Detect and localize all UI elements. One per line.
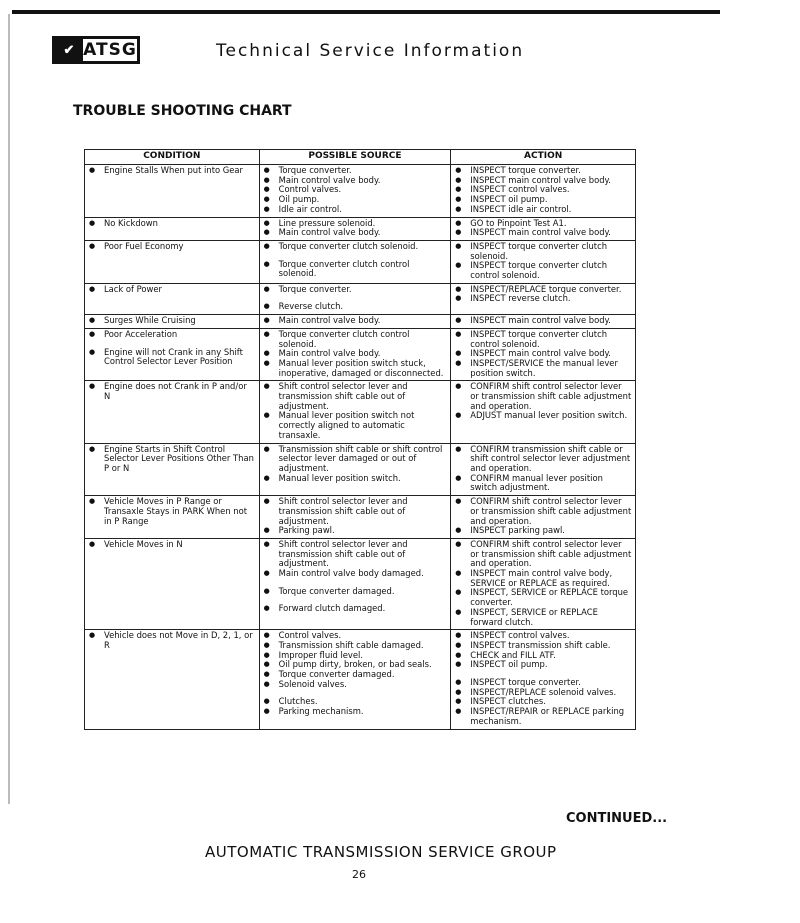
action-cell — [451, 496, 636, 539]
condition-cell — [85, 443, 260, 496]
possible-source-cell — [259, 217, 451, 240]
action-cell — [451, 381, 636, 443]
possible-source-cell — [259, 240, 451, 283]
footer-org-name: AUTOMATIC TRANSMISSION SERVICE GROUP — [205, 843, 557, 861]
bullet-item: ● Parking mechanism. — [263, 707, 448, 717]
bullet-item: ● Shift control selector lever and transmission shift cable out of adjustment. — [263, 382, 448, 411]
condition-cell — [85, 217, 260, 240]
bullet-item: ● INSPECT main control valve body. — [454, 228, 632, 238]
left-rule — [8, 14, 10, 804]
bullet-item: ● Transmission shift cable damaged. — [263, 641, 448, 651]
bullet-item: ● CONFIRM shift control selector lever or transmission shift cable adjustment and operation. — [454, 382, 632, 411]
condition-cell — [85, 496, 260, 539]
bullet-item: ● Shift control selector lever and transmission shift cable out of adjustment. — [263, 497, 448, 526]
bullet-item: ● Idle air control. — [263, 205, 448, 215]
bullet-item: ● Engine does not Crank in P and/or N — [88, 382, 256, 401]
bullet-item: ● Control valves. — [263, 631, 448, 641]
bullet-item: ● INSPECT parking pawl. — [454, 526, 632, 536]
bullet-item: ● INSPECT control valves. — [454, 185, 632, 195]
bullet-item: ● Torque converter. — [263, 166, 448, 176]
bullet-item: ● Vehicle Moves in N — [88, 540, 256, 550]
bullet-item: ● INSPECT, SERVICE or REPLACE forward clutch. — [454, 608, 632, 627]
possible-source-cell — [259, 283, 451, 314]
bullet-item: ● Transmission shift cable or shift control selector lever damaged or out of adjustment. — [263, 445, 448, 474]
bullet-item: ● Torque converter clutch control solenoid. — [263, 260, 448, 279]
bullet-item: ● INSPECT torque converter clutch solenoid. — [454, 242, 632, 261]
condition-cell — [85, 283, 260, 314]
action-cell — [451, 165, 636, 218]
bullet-item: ● INSPECT oil pump. — [454, 660, 632, 670]
column-header-condition: CONDITION — [85, 150, 260, 165]
action-cell — [451, 283, 636, 314]
possible-source-cell — [259, 496, 451, 539]
action-cell — [451, 630, 636, 729]
bullet-item: ● Lack of Power — [88, 285, 256, 295]
bullet-item: ● Vehicle Moves in P Range or Transaxle Stays in PARK When not in P Range — [88, 497, 256, 526]
bullet-item: ● INSPECT torque converter. — [454, 166, 632, 176]
bullet-item: ● Forward clutch damaged. — [263, 604, 448, 614]
possible-source-cell — [259, 630, 451, 729]
trouble-shooting-table — [84, 149, 636, 730]
bullet-item: ● Engine will not Crank in any Shift Control Selector Lever Position — [88, 348, 256, 367]
bullet-item: ● Torque converter. — [263, 285, 448, 295]
table-row — [85, 283, 636, 314]
table-row — [85, 165, 636, 218]
table-row — [85, 443, 636, 496]
bullet-item: ● Solenoid valves. — [263, 680, 448, 690]
top-rule — [12, 10, 720, 14]
bullet-item: ● Main control valve body. — [263, 228, 448, 238]
bullet-item: ● Parking pawl. — [263, 526, 448, 536]
bullet-item: ● Improper fluid level. — [263, 651, 448, 661]
continued-label: CONTINUED... — [566, 811, 668, 826]
bullet-item: ● Oil pump. — [263, 195, 448, 205]
bullet-item: ● Main control valve body damaged. — [263, 569, 448, 579]
bullet-item: ● Line pressure solenoid. — [263, 219, 448, 229]
bullet-item: ● Oil pump dirty, broken, or bad seals. — [263, 660, 448, 670]
bullet-item: ● ADJUST manual lever position switch. — [454, 411, 632, 421]
atsg-logo — [52, 36, 140, 64]
table-row — [85, 381, 636, 443]
bullet-item: ● INSPECT control valves. — [454, 631, 632, 641]
bullet-item: ● CHECK and FILL ATF. — [454, 651, 632, 661]
bullet-item: ● Manual lever position switch not correctly aligned to automatic transaxle. — [263, 411, 448, 440]
bullet-item: ● Main control valve body. — [263, 349, 448, 359]
bullet-item: ● INSPECT transmission shift cable. — [454, 641, 632, 651]
possible-source-cell — [259, 165, 451, 218]
action-cell — [451, 443, 636, 496]
bullet-item: ● Engine Stalls When put into Gear — [88, 166, 256, 176]
action-cell — [451, 328, 636, 381]
bullet-item: ● INSPECT main control valve body, SERVICE or REPLACE as required. — [454, 569, 632, 588]
bullet-item: ● Manual lever position switch. — [263, 474, 448, 484]
table-row — [85, 217, 636, 240]
bullet-item: ● Torque converter damaged. — [263, 670, 448, 680]
bullet-item: ● INSPECT torque converter clutch control solenoid. — [454, 330, 632, 349]
possible-source-cell — [259, 381, 451, 443]
bullet-item: ● Poor Acceleration — [88, 330, 256, 340]
bullet-item: ● Engine Starts in Shift Control Selector Lever Positions Other Than P or N — [88, 445, 256, 474]
bullet-item: ● INSPECT/REPLACE torque converter. — [454, 285, 632, 295]
bullet-item: ● INSPECT main control valve body. — [454, 176, 632, 186]
bullet-item: ● Main control valve body. — [263, 176, 448, 186]
condition-cell — [85, 538, 260, 629]
bullet-item: ● INSPECT, SERVICE or REPLACE torque converter. — [454, 588, 632, 607]
bullet-item: ● CONFIRM shift control selector lever or transmission shift cable adjustment and operation. — [454, 497, 632, 526]
bullet-item: ● CONFIRM manual lever position switch adjustment. — [454, 474, 632, 493]
bullet-item: ● INSPECT reverse clutch. — [454, 294, 632, 304]
table-row — [85, 240, 636, 283]
bullet-item: ● No Kickdown — [88, 219, 256, 229]
bullet-item: ● Reverse clutch. — [263, 302, 448, 312]
action-cell — [451, 538, 636, 629]
bullet-item: ● Torque converter clutch control solenoid. — [263, 330, 448, 349]
bullet-item: ● INSPECT oil pump. — [454, 195, 632, 205]
page-number: 26 — [352, 868, 366, 881]
bullet-item: ● Poor Fuel Economy — [88, 242, 256, 252]
page-header-title: Technical Service Information — [216, 41, 525, 61]
bullet-item: ● Shift control selector lever and transmission shift cable out of adjustment. — [263, 540, 448, 569]
column-header-action: ACTION — [451, 150, 636, 165]
bullet-item: ● INSPECT main control valve body. — [454, 349, 632, 359]
table-row — [85, 538, 636, 629]
bullet-item: ● INSPECT torque converter clutch control solenoid. — [454, 261, 632, 280]
possible-source-cell — [259, 443, 451, 496]
bullet-item: ● GO to Pinpoint Test A1. — [454, 219, 632, 229]
condition-cell — [85, 630, 260, 729]
possible-source-cell — [259, 328, 451, 381]
bullet-item: ● INSPECT clutches. — [454, 697, 632, 707]
table-row — [85, 496, 636, 539]
bullet-item: ● INSPECT/REPLACE solenoid valves. — [454, 688, 632, 698]
action-cell — [451, 315, 636, 329]
condition-cell — [85, 328, 260, 381]
bullet-item: ● INSPECT idle air control. — [454, 205, 632, 215]
bullet-item: ● INSPECT torque converter. — [454, 678, 632, 688]
bullet-item: ● CONFIRM shift control selector lever or transmission shift cable adjustment and operation. — [454, 540, 632, 569]
bullet-item: ● Clutches. — [263, 697, 448, 707]
table-row — [85, 630, 636, 729]
possible-source-cell — [259, 538, 451, 629]
possible-source-cell — [259, 315, 451, 329]
bullet-item: ● INSPECT/SERVICE the manual lever position switch. — [454, 359, 632, 378]
bullet-item: ● Torque converter clutch solenoid. — [263, 242, 448, 252]
bullet-item: ● INSPECT main control valve body. — [454, 316, 632, 326]
action-cell — [451, 240, 636, 283]
chart-title: TROUBLE SHOOTING CHART — [73, 103, 292, 119]
bullet-item: ● Manual lever position switch stuck, inoperative, damaged or disconnected. — [263, 359, 448, 378]
bullet-item: ● Torque converter damaged. — [263, 587, 448, 597]
condition-cell — [85, 240, 260, 283]
bullet-item: ● INSPECT/REPAIR or REPLACE parking mechanism. — [454, 707, 632, 726]
logo-text: ATSG — [83, 40, 137, 60]
table-header-row — [85, 150, 636, 165]
bullet-item: ● Vehicle does not Move in D, 2, 1, or R — [88, 631, 256, 650]
bullet-item: ● Main control valve body. — [263, 316, 448, 326]
table-row — [85, 315, 636, 329]
bullet-item: ● Surges While Cruising — [88, 316, 256, 326]
bullet-item: ● CONFIRM transmission shift cable or shift control selector lever adjustment and operation. — [454, 445, 632, 474]
condition-cell — [85, 381, 260, 443]
column-header-possible-source: POSSIBLE SOURCE — [259, 150, 451, 165]
condition-cell — [85, 315, 260, 329]
checkmark-icon: ✔ — [55, 39, 83, 61]
bullet-item: ● Control valves. — [263, 185, 448, 195]
condition-cell — [85, 165, 260, 218]
table-row — [85, 328, 636, 381]
action-cell — [451, 217, 636, 240]
